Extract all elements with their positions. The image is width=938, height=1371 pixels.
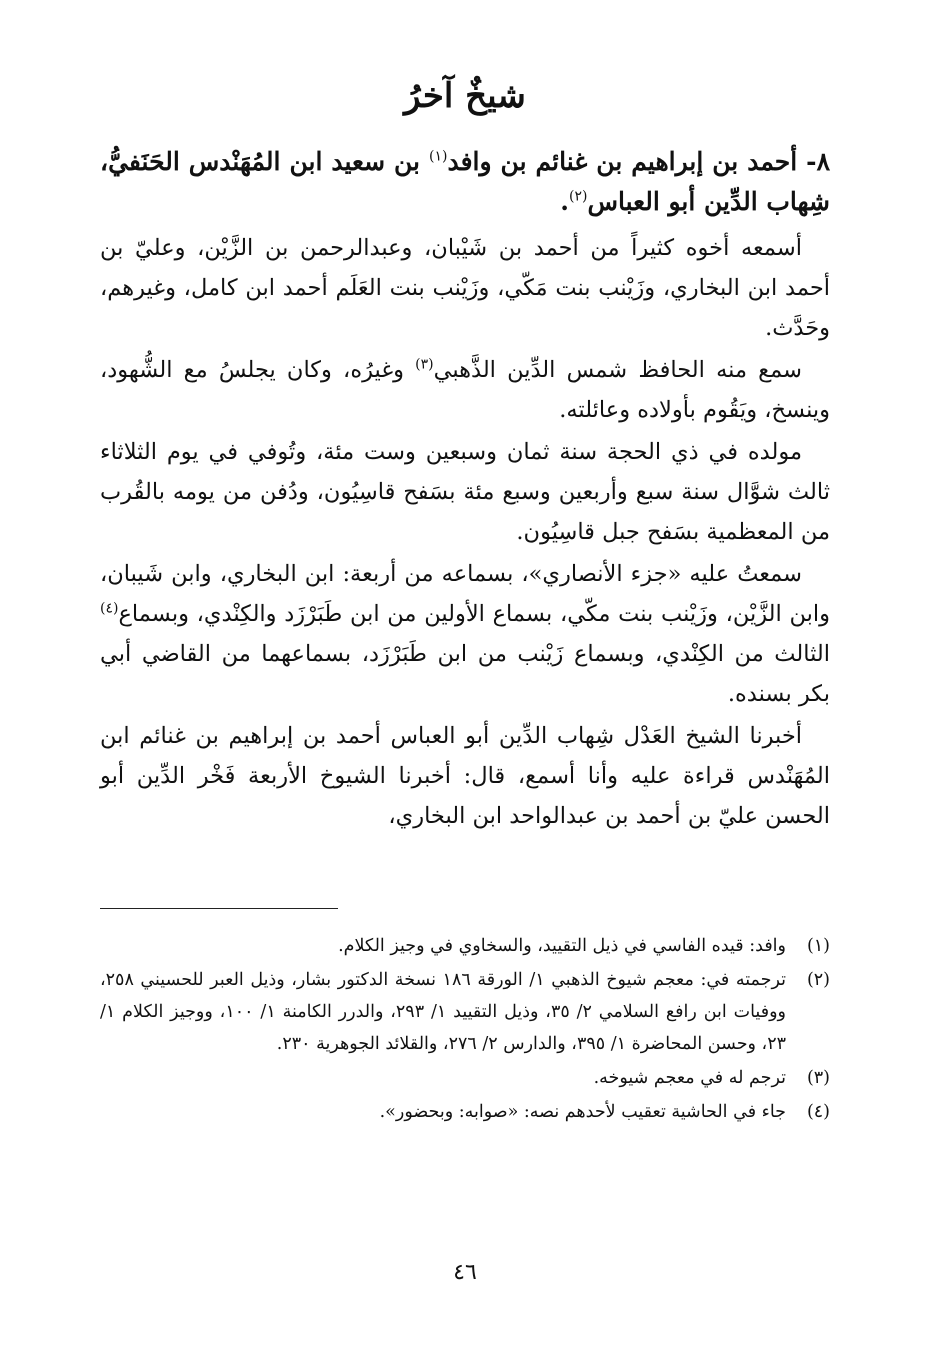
- paragraph-heard-from-text-b: وغيرُه، وكان يجلسُ مع الشُّهود، وينسخ، ويَقُوم بأولاده وعائلته.: [100, 357, 830, 424]
- footnote-number: (٤): [806, 1102, 830, 1122]
- footnote-3: [100, 1062, 830, 1094]
- document-page: [100, 60, 830, 1350]
- footnote-4: [100, 1096, 830, 1128]
- footnote-ref-2[interactable]: (٢): [569, 188, 588, 205]
- footnote-number: (٢): [806, 970, 830, 990]
- paragraph-heard-from-text-a: سمع منه الحافظ شمس الدِّين الذَّهبي: [433, 357, 803, 384]
- footnote-divider: [100, 908, 338, 909]
- footnote-ref-1[interactable]: (١): [429, 148, 448, 165]
- footnote-ref-4[interactable]: (٤): [100, 600, 119, 617]
- footnote-2: [100, 964, 830, 1060]
- page-number: ٤٦: [453, 1260, 477, 1285]
- paragraph-heard-from: [100, 350, 830, 430]
- entry-number: ٨-: [806, 147, 830, 177]
- paragraph-isnad-text: أخبرنا الشيخ العَدْل شِهاب الدِّين أبو العباس أحمد بن إبراهيم بن غنائم ابن المُهَنْدس قراءة عليه وأنا أسمع، قال: أخبرنا الشيوخ الأربعة فَخْر الدِّين أبو الحسن عليّ بن أحمد بن عبدالواحد ابن البخاري،: [100, 723, 830, 830]
- paragraph-students: [100, 228, 830, 348]
- footnote-number: (١): [806, 936, 830, 956]
- footnote-text: ترجمته في: معجم شيوخ الذهبي ١/ الورقة ١٨٦ نسخة الدكتور بشار، وذيل العبر للحسيني ٢٥٨، ووفيات ابن رافع السلامي ٢/ ٣٥، وذيل التقييد ١/ ٢٩٣، والدرر الكامنة ١/ ١٠٠، ووجيز الكلام ١/ ٢٣، وحسن المحاضرة ١/ ٣٩٥، والدارس ٢/ ٢٧٦، والقلائد الجوهرية ٢٣٠.: [100, 970, 786, 1054]
- paragraph-hearing-chain-text-b: الثالث من الكِنْدي، وبسماع زَيْنب من ابن طَبَرْزَد، بسماعهما من القاضي أبي بكر بسنده.: [100, 641, 830, 708]
- footnote-text: جاء في الحاشية تعقيب لأحدهم نصه: «صوابه: وبحضور».: [379, 1102, 786, 1122]
- footnote-1: [100, 930, 830, 962]
- paragraph-birth-death: [100, 432, 830, 552]
- paragraph-hearing-chain-text-a: سمعتُ عليه «جزء الأنصاري»، بسماعه من أربعة: ابن البخاري، وابن شَيبان، وابن الزَّيْن، وزَيْنب بنت مكّي، بسماع الأولين من ابن طَبَرْزَد والكِنْدي، وبسماع: [100, 561, 830, 628]
- entry-name-part1: أحمد بن إبراهيم بن غنائم بن وافد: [447, 147, 798, 177]
- entry-heading: [100, 142, 830, 222]
- footnote-number: (٣): [806, 1068, 830, 1088]
- entry-heading-end: .: [560, 187, 569, 217]
- footnote-ref-3[interactable]: (٣): [415, 356, 434, 373]
- paragraph-isnad: [100, 716, 830, 836]
- paragraph-students-text: أسمعه أخوه كثيراً من أحمد بن شَيْبان، وعبدالرحمن بن الزَّيْن، وعليّ بن أحمد ابن البخاري، وزَيْنب بنت مَكّي، وزَيْنب بنت العَلَم أحمد ابن كامل، وغيرهم، وحَدَّث.: [100, 235, 830, 342]
- footnote-text: ترجم له في معجم شيوخه.: [593, 1068, 786, 1088]
- paragraph-birth-death-text: مولده في ذي الحجة سنة ثمان وسبعين وست مئة، وتُوفي في يوم الثلاثاء ثالث شوَّال سنة سبع وأربعين وسبع مئة بسَفح قاسِيُون، ودُفن من يومه بالقُرب من المعظمية بسَفح جبل قاسِيُون.: [100, 439, 830, 546]
- entry-name-part2: بن سعيد ابن المُهَنْدس الحَنَفيُّ، شِهاب الدِّين أبو العباس: [100, 147, 830, 217]
- footnote-text: وافد: قيده الفاسي في ذيل التقييد، والسخاوي في وجيز الكلام.: [338, 936, 786, 956]
- page-title: شيخٌ آخرُ: [404, 76, 526, 116]
- footnotes-section: [100, 930, 830, 1130]
- paragraph-hearing-chain: [100, 554, 830, 714]
